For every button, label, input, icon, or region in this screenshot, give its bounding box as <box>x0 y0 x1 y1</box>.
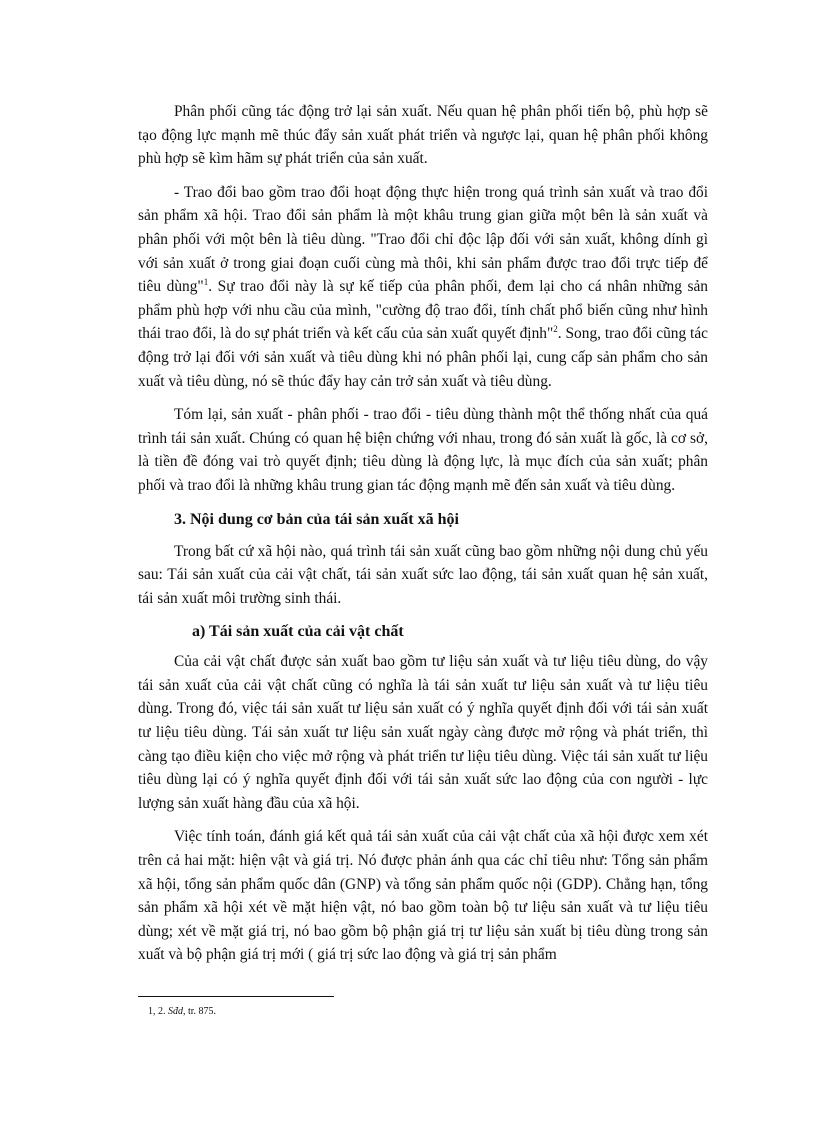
footnote-ref-2: 2 <box>553 324 558 335</box>
paragraph-section3-intro: Trong bất cứ xã hội nào, quá trình tái sản xuất cũng bao gồm những nội dung chủ yếu sau: Tái sản xuất của cải vật chất, tái sản xuất sức lao động, tái sản xuất quan hệ sản xuất, tái sản xuất môi trường sinh thái. <box>138 542 708 607</box>
paragraph-material-wealth: Của cải vật chất được sản xuất bao gồm tư liệu sản xuất và tư liệu tiêu dùng, do vậy tái sản xuất của cải vật chất cũng có nghĩa là tái sản xuất tư liệu sản xuất và tư liệu tiêu dùng. Trong đó, việc tái sản xuất tư liệu sản xuất có ý nghĩa quyết định đối với tái sản xuất tư liệu tiêu dùng. Tái sản xuất tư liệu sản xuất ngày càng được mở rộng và phát triển, thì càng tạo điều kiện cho việc mở rộng và phát triển tư liệu tiêu dùng. Việc tái sản xuất tư liệu tiêu dùng lại có ý nghĩa quyết định đối với tái sản xuất sức lao động của con người - lực lượng sản xuất hàng đầu của xã hội. <box>138 653 708 812</box>
footnote-suffix: , tr. 875. <box>183 1006 217 1017</box>
paragraph-exchange-part-3: . Song, trao đổi cũng tác động trở lại đối với sản xuất và tiêu dùng khi nó phân phối lại, cung cấp sản phẩm cho sản xuất và tiêu dùng, nó sẽ thúc đẩy hay cản trở sản xuất và tiêu dùng. <box>138 325 708 390</box>
paragraph-summary: Tóm lại, sản xuất - phân phối - trao đổi - tiêu dùng thành một thể thống nhất của quá trình tái sản xuất. Chúng có quan hệ biện chứng với nhau, trong đó sản xuất là gốc, là cơ sở, là tiền đề đóng vai trò quyết định; tiêu dùng là động lực, là mục đích của sản xuất; phân phối và trao đổi là những khâu trung gian tác động mạnh mẽ đến sản xuất và tiêu dùng. <box>138 406 708 494</box>
paragraph-exchange-part-1: - Trao đổi bao gồm trao đổi hoạt động thực hiện trong quá trình sản xuất và trao đổi sản phẩm xã hội. Trao đổi sản phẩm là một khâu trung gian giữa một bên là sản xuất và phân phối với một bên là tiêu dùng. "Trao đổi chỉ độc lập đối với sản xuất, không dính gì với sản xuất ở trong giai đoạn cuối cùng mà thôi, khi sản phẩm được trao đổi trực tiếp để tiêu dùng" <box>138 183 708 296</box>
footnote-prefix: 1, 2. <box>148 1006 168 1017</box>
section-heading-3: 3. Nội dung cơ bản của tái sản xuất xã hội <box>174 510 459 528</box>
footnote-divider <box>138 996 334 997</box>
footnote-source: Sđd <box>168 1006 183 1017</box>
paragraph-distribution-impact: Phân phối cũng tác động trở lại sản xuất. Nếu quan hệ phân phối tiến bộ, phù hợp sẽ tạo động lực mạnh mẽ thúc đẩy sản xuất phát triển và ngược lại, quan hệ phân phối không phù hợp sẽ kìm hãm sự phát triển của sản xuất. <box>138 103 708 168</box>
paragraph-measurement: Việc tính toán, đánh giá kết quả tái sản xuất của cải vật chất của xã hội được xem xét trên cả hai mặt: hiện vật và giá trị. Nó được phản ánh qua các chỉ tiêu như: Tổng sản phẩm xã hội, tổng sản phẩm quốc dân (GNP) và tổng sản phẩm quốc nội (GDP). Chẳng hạn, tổng sản phẩm xã hội xét về mặt hiện vật, nó bao gồm toàn bộ tư liệu sản xuất và tư liệu tiêu dùng; xét về mặt giá trị, nó bao gồm bộ phận giá trị tư liệu sản xuất bị tiêu dùng trong sản xuất và bộ phận giá trị mới ( giá trị sức lao động và giá trị sản phẩm <box>138 828 708 964</box>
subsection-heading-a: a) Tái sản xuất của cải vật chất <box>192 623 404 641</box>
paragraph-exchange-part-2: . Sự trao đổi này là sự kế tiếp của phân phối, đem lại cho cá nhân những sản phẩm phù hợp với nhu cầu của mình, "cường độ trao đổi, tính chất phổ biến cũng như hình thái trao đổi, là do sự phát triển và kết cấu của sản xuất quyết định" <box>138 278 708 343</box>
paragraph-exchange <box>138 181 708 393</box>
footnote-ref-1: 1 <box>203 277 209 288</box>
page-body <box>138 100 708 977</box>
footnote <box>148 1005 216 1019</box>
